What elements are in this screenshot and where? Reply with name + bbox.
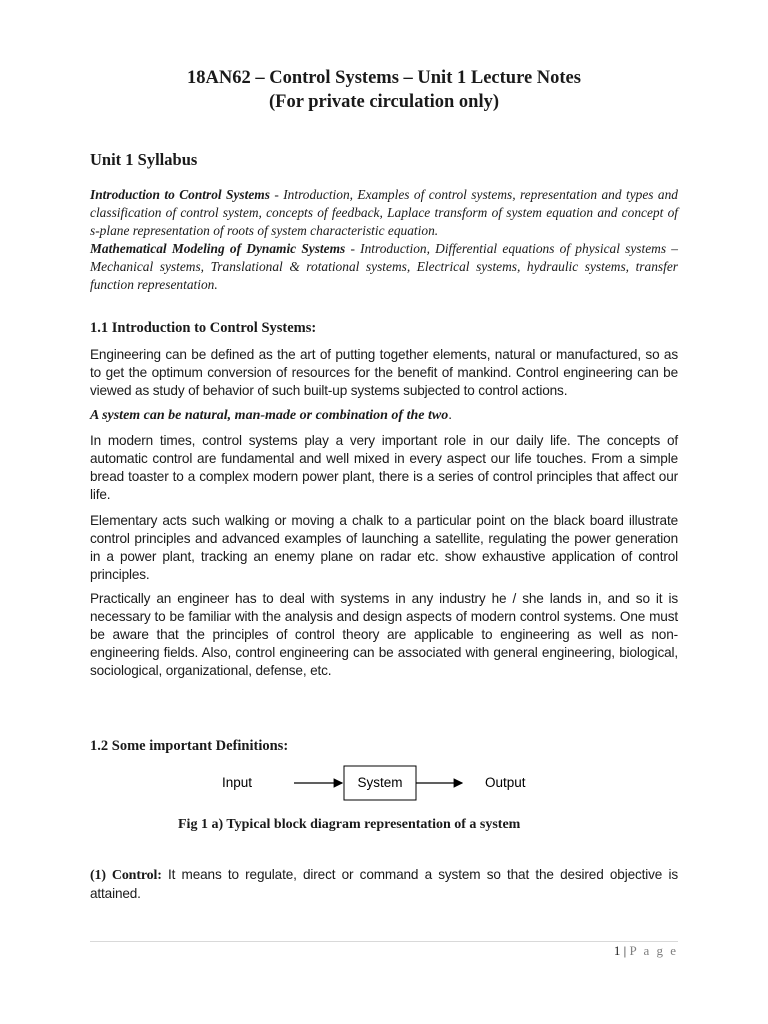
syllabus-heading: Unit 1 Syllabus: [90, 150, 198, 169]
emphasis-end: .: [448, 407, 452, 422]
diagram-system-label: System: [357, 775, 403, 790]
footer-divider: [90, 941, 678, 942]
definition-text: It means to regulate, direct or command a system so that the desired objective is attained.: [90, 867, 678, 901]
emphasis-text: A system can be natural, man-made or combination of the two: [90, 408, 449, 423]
title-line-1: 18AN62 – Control Systems – Unit 1 Lecture Notes: [187, 68, 581, 88]
document-title: [90, 66, 678, 114]
page-footer: [614, 943, 678, 959]
figure-caption: Fig 1 a) Typical block diagram representation of a system: [178, 817, 521, 832]
section-1-paragraph-2: In modern times, control systems play a very important role in our daily life. The concepts of automatic control are fundamental and well mixed in every aspect our life touches. From a simple bread toaster to a complex modern power plant, there is a series of control principles that affect our life.: [90, 433, 678, 502]
syllabus-part-1-text: - Introduction, Examples of control systems, representation and types and classification of control system, concepts of feedback, Laplace transform of system equation and concept of s-plane representation of roots of system characteristic equation.: [90, 187, 678, 238]
diagram-output-label: Output: [485, 775, 526, 790]
section-2-heading: 1.2 Some important Definitions:: [90, 738, 289, 754]
title-line-2: (For private circulation only): [268, 92, 500, 112]
page-number: 1: [613, 943, 621, 958]
section-1-paragraph-4: Practically an engineer has to deal with systems in any industry he / she lands in, and so it is necessary to be familiar with the analysis and design aspects of modern control systems. One must be aware that the principles of control theory are applicable to engineering as well as non-engineering fields. Also, control engineering can be associated with general engineering, biological, sociological, organizational, defense, etc.: [90, 591, 678, 678]
definition-control: [90, 866, 678, 903]
section-1-paragraph-3: Elementary acts such walking or moving a chalk to a particular point on the black board illustrate control principles and advanced examples of launching a satellite, regulating the power generation in a power plant, tracking an enemy plane on radar etc. show exhaustive application of control principles.: [90, 513, 678, 582]
section-1-emphasis: [90, 406, 678, 424]
syllabus-part-2: [90, 240, 678, 294]
syllabus-block: [90, 186, 678, 294]
page-label: P a g e: [629, 943, 678, 958]
syllabus-part-1: [90, 186, 678, 240]
diagram-input-label: Input: [222, 775, 253, 790]
syllabus-part-2-title: Mathematical Modeling of Dynamic Systems: [90, 241, 346, 256]
section-1-heading: 1.1 Introduction to Control Systems:: [90, 320, 317, 336]
block-diagram-svg: [90, 760, 678, 810]
definition-label: (1) Control:: [90, 868, 162, 883]
syllabus-part-1-title: Introduction to Control Systems: [90, 187, 270, 202]
block-diagram: [90, 760, 678, 810]
footer-separator: |: [620, 943, 630, 958]
syllabus-part-2-text: - Introduction, Differential equations of physical systems – Mechanical systems, Translational & rotational systems, Electrical systems, hydraulic systems, transfer function representation.: [90, 241, 678, 292]
section-1-paragraph-1: Engineering can be defined as the art of putting together elements, natural or manufactured, so as to get the optimum conversion of resources for the benefit of mankind. Control engineering can be viewed as study of behavior of such built-up systems subjected to control actions.: [90, 347, 678, 398]
